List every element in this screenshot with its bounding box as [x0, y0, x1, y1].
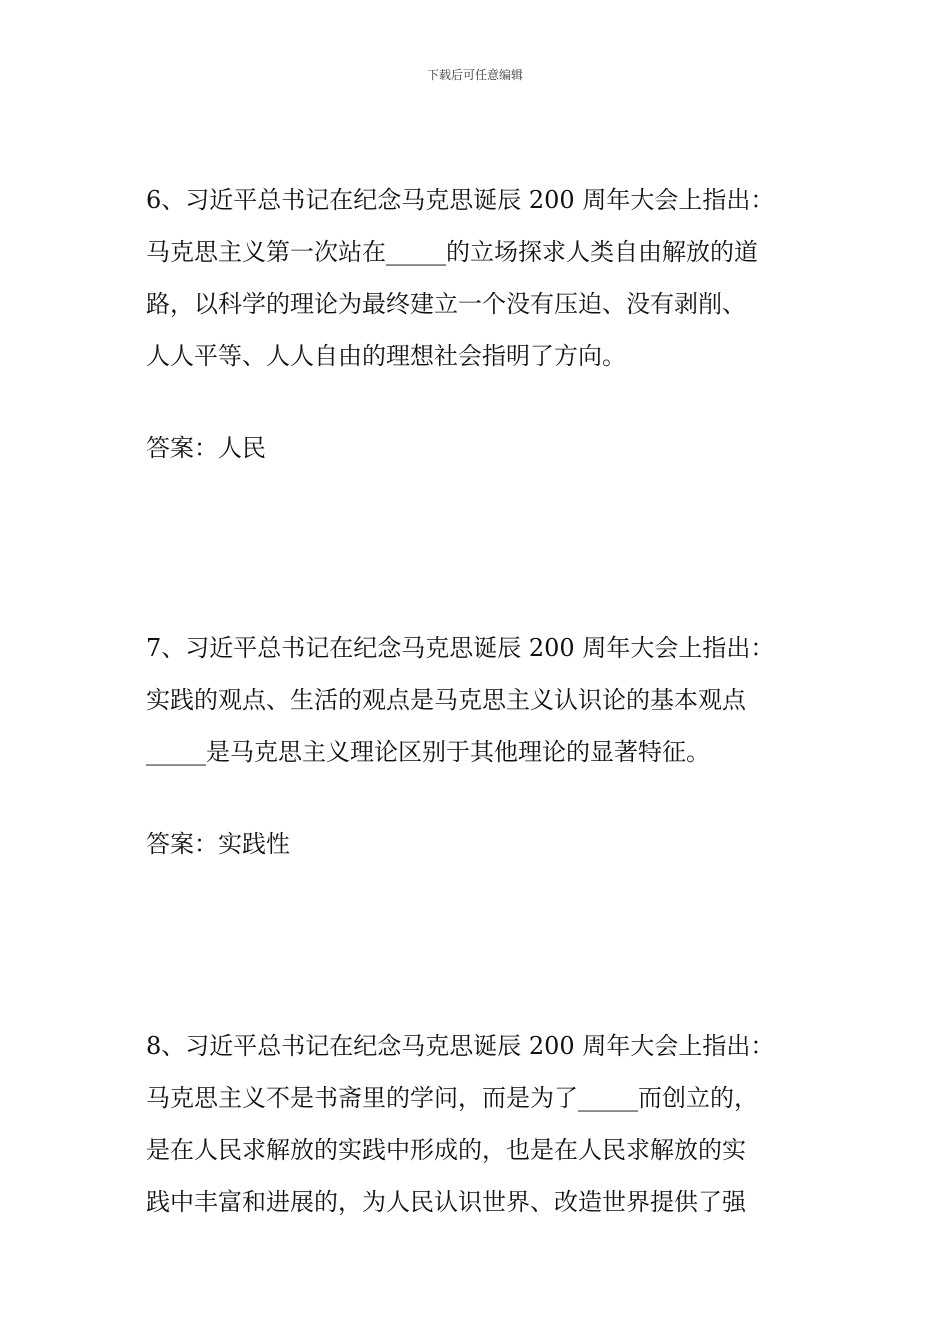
question-7-line-2: 实践的观点、生活的观点是马克思主义认识论的基本观点: [146, 686, 746, 714]
question-6-line-1: 6、习近平总书记在纪念马克思诞辰 200 周年大会上指出：: [146, 186, 775, 214]
question-6-line-4: 人人平等、人人自由的理想社会指明了方向。: [146, 342, 626, 370]
question-6-line-2: 马克思主义第一次站在_____的立场探求人类自由解放的道: [146, 238, 758, 266]
question-7: [146, 622, 826, 778]
answer-6: 答案：人民: [146, 434, 266, 462]
question-8: [146, 1020, 826, 1228]
header-note: 下载后可任意编辑: [426, 68, 523, 82]
question-8-line-2: 马克思主义不是书斋里的学问，而是为了_____而创立的，: [146, 1084, 758, 1112]
question-8-line-3: 是在人民求解放的实践中形成的，也是在人民求解放的实: [146, 1136, 746, 1164]
question-8-line-4: 践中丰富和进展的，为人民认识世界、改造世界提供了强: [146, 1188, 746, 1216]
question-8-line-1: 8、习近平总书记在纪念马克思诞辰 200 周年大会上指出：: [146, 1032, 775, 1060]
answer-7: 答案：实践性: [146, 830, 290, 858]
question-7-line-1: 7、习近平总书记在纪念马克思诞辰 200 周年大会上指出：: [146, 634, 775, 662]
question-6: [146, 174, 826, 382]
question-7-line-3: _____是马克思主义理论区别于其他理论的显著特征。: [146, 738, 710, 766]
question-6-line-3: 路，以科学的理论为最终建立一个没有压迫、没有剥削、: [146, 290, 746, 318]
